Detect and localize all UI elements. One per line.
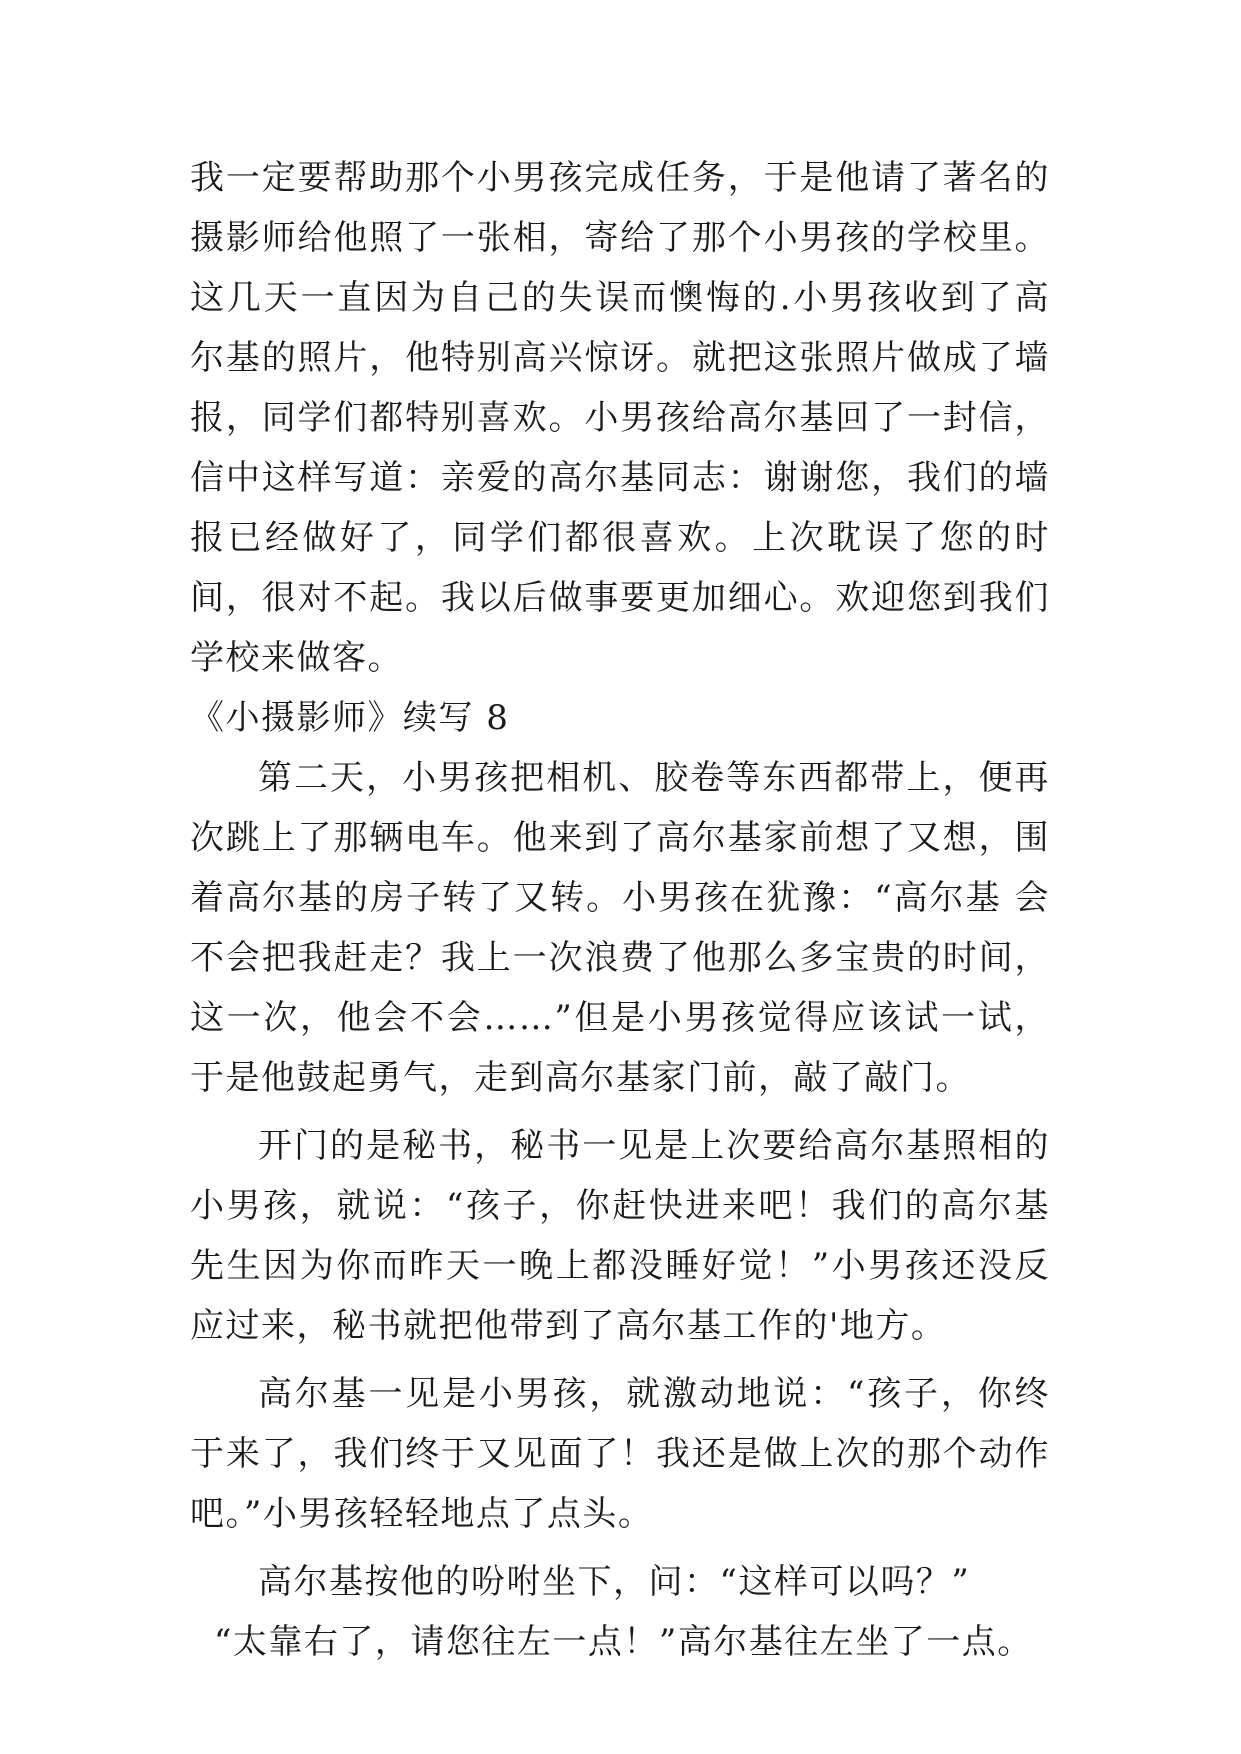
paragraph-continuation: 我一定要帮助那个小男孩完成任务，于是他请了著名的摄影师给他照了一张相，寄给了那个小男孩的学校里。这几天一直因为自己的失误而懊悔的.小男孩收到了高尔基的照片，他特别高兴惊讶。就把这张照片做成了墙报，同学们都特别喜欢。小男孩给高尔基回了一封信，信中这样写道：亲爱的高尔基同志：谢谢您，我们的墙报已经做好了，同学们都很喜欢。上次耽误了您的时间，很对不起。我以后做事要更加细心。欢迎您到我们学校来做客。 xyxy=(190,158,1050,678)
section-heading: 《小摄影师》续写 8 xyxy=(190,698,510,738)
paragraph-4: 高尔基按他的吩咐坐下，问：“这样可以吗？” xyxy=(258,1562,971,1602)
paragraph-5: “太靠右了，请您往左一点！”高尔基往左坐了一点。 xyxy=(214,1622,1033,1662)
document-body xyxy=(190,148,1050,1672)
paragraph-3: 高尔基一见是小男孩，就激动地说：“孩子，你终于来了，我们终于又见面了！我还是做上次的那个动作吧。”小男孩轻轻地点了点头。 xyxy=(190,1374,1050,1534)
paragraph-2: 开门的是秘书，秘书一见是上次要给高尔基照相的小男孩，就说：“孩子，你赶快进来吧！我们的高尔基先生因为你而昨天一晚上都没睡好觉！”小男孩还没反应过来，秘书就把他带到了高尔基工作的'地方。 xyxy=(190,1126,1050,1346)
paragraph-1: 第二天，小男孩把相机、胶卷等东西都带上，便再次跳上了那辆电车。他来到了高尔基家前想了又想，围着高尔基的房子转了又转。小男孩在犹豫：“高尔基 会不会把我赶走？我上一次浪费了他那么多宝贵的时间，这一次，他会不会……”但是小男孩觉得应该试一试，于是他鼓起勇气，走到高尔基家门前，敲了敲门。 xyxy=(190,758,1050,1098)
